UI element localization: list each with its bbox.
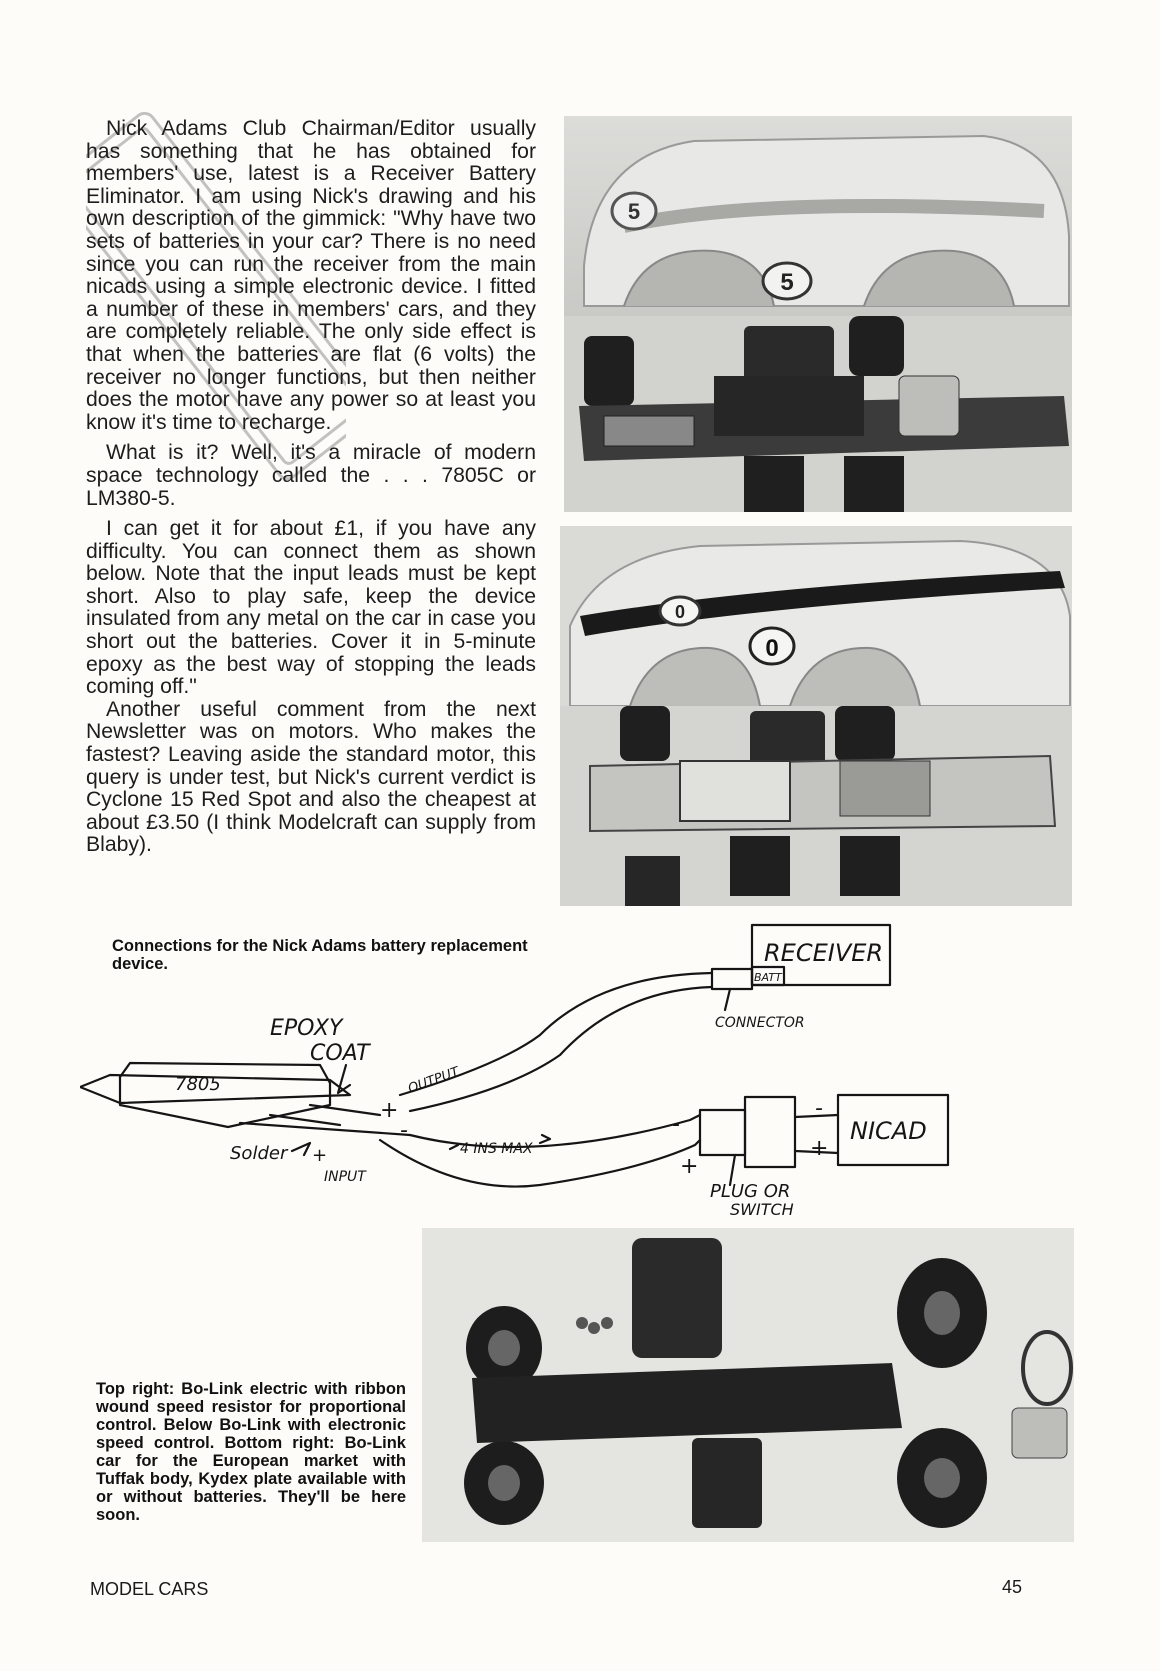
batt-label: BATT	[754, 971, 782, 984]
chip-label: 7805	[175, 1074, 221, 1095]
photo-chassis-1	[564, 316, 1072, 512]
input-plus: +	[312, 1145, 328, 1166]
nicad-minus: -	[815, 1096, 823, 1121]
epoxy-label: EPOXY	[270, 1016, 343, 1041]
magazine-name: MODEL CARS	[90, 1579, 209, 1599]
wiring-diagram	[80, 915, 1080, 1215]
photo-car-body-5	[564, 116, 1072, 316]
output-plus: +	[380, 1098, 399, 1123]
output-wire-2	[410, 987, 712, 1111]
plug-plus: +	[680, 1154, 699, 1179]
page-number: 45	[1002, 1577, 1023, 1597]
car-number-0-large: 0	[765, 635, 779, 662]
solder-label: Solder	[230, 1143, 288, 1164]
car-number-5-large: 5	[780, 269, 794, 296]
plug-minus: -	[672, 1112, 680, 1137]
connector-label: CONNECTOR	[715, 1015, 805, 1031]
plug-body-right	[745, 1097, 795, 1167]
switch-label: SWITCH	[730, 1200, 794, 1215]
coat-label: COAT	[310, 1041, 370, 1066]
input-label: INPUT	[324, 1169, 366, 1185]
nicad-label: NICAD	[850, 1117, 927, 1145]
connector-plug	[712, 969, 752, 989]
output-label: OUTPUT	[406, 1064, 462, 1097]
plug-label: PLUG OR	[710, 1181, 791, 1202]
article-paragraph: I can get it for about £1, if you have any difficulty. You can connect them as shown below. Note that the input leads must be kept short. Also to play safe, keep the device insulated from any metal on the car in case you short out the batteries. Cover it in 5-minute epoxy as the best way of stopping the leads coming off."	[86, 517, 536, 699]
input-wire-1	[410, 1115, 700, 1147]
photo-car-body-0	[560, 526, 1072, 706]
photo-chassis-2	[560, 706, 1072, 906]
car-number-0-small: 0	[674, 602, 686, 622]
output-minus: -	[400, 1118, 408, 1143]
nicad-plus: +	[810, 1136, 829, 1161]
plug-body-left	[700, 1110, 745, 1155]
article-paragraph: What is it? Well, it's a miracle of modern space technology called the . . . 7805C or LM380-5.	[86, 441, 536, 510]
diagram-caption: Connections for the Nick Adams battery replacement device.	[112, 937, 528, 973]
photos-caption: Top right: Bo-Link electric with ribbon wound speed resistor for proportional control. Below Bo-Link with electronic speed control. Bottom right: Bo-Link car for the European market with Tuffak body, Kydex plate available with or without batteries. They'll be here soon.	[96, 1380, 406, 1524]
receiver-label: RECEIVER	[764, 939, 884, 967]
article-paragraph: Another useful comment from the next Newsletter was on motors. Who makes the fastest? Leaving aside the standard motor, this query is under test, but Nick's current verdict is Cyclone 15 Red Spot and also the cheapest at about £3.50 (I think Modelcraft can supply from Blaby).	[86, 697, 536, 857]
article-paragraph: Nick Adams Club Chairman/Editor usually has something that he has obtained for members' use, latest is a Receiver Battery Eliminator. I am using Nick's drawing and his own description of the gimmick: "Why have two sets of batteries in your car? There is no need since you can run the receiver from the main nicads using a simple electronic device. I fitted a number of these in members' cars, and they are completely reliable. The only side effect is that when the batteries are flat (6 volts) the receiver no longer functions, but then neither does the motor have any power so at least you know it's time to recharge.	[86, 117, 536, 434]
article-body	[86, 118, 536, 865]
car-number-5-small: 5	[627, 199, 641, 224]
photo-bolink-kit	[422, 1228, 1074, 1542]
max-length-label: 4 INS MAX	[460, 1141, 533, 1157]
